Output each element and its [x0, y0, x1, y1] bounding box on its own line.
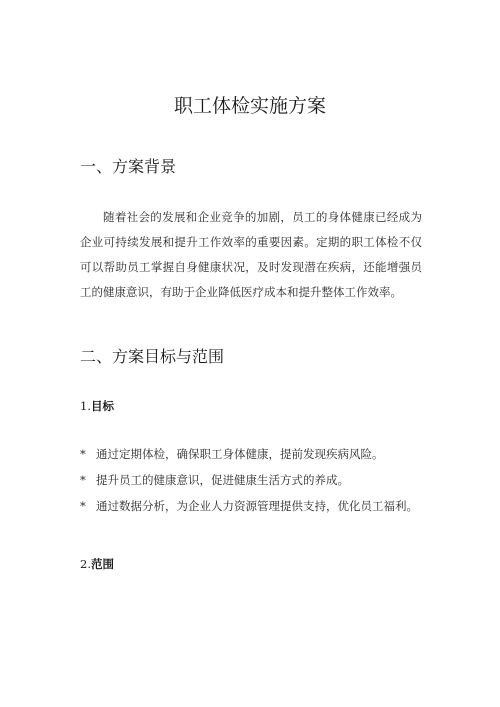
bullet-marker: * [80, 473, 86, 487]
document-title: 职工体检实施方案 [173, 95, 326, 117]
list-item [80, 472, 440, 488]
section-heading-goals-scope: 二、方案目标与范围 [80, 347, 225, 366]
subsection-heading-goals [80, 398, 114, 414]
list-item-text: 提升员工的健康意识，促进健康生活方式的养成。 [96, 473, 349, 487]
list-item [80, 446, 440, 462]
subsection-number: 1. [80, 399, 91, 413]
section-heading-background: 一、方案背景 [80, 157, 177, 176]
list-item [80, 498, 440, 514]
goals-list [80, 446, 440, 524]
bullet-marker: * [80, 499, 86, 513]
subsection-title: 范围 [90, 557, 114, 571]
list-item-text: 通过定期体检，确保职工身体健康，提前发现疾病风险。 [96, 447, 384, 461]
bullet-marker: * [80, 447, 86, 461]
subsection-title: 目标 [90, 399, 114, 413]
background-paragraph: 随着社会的发展和企业竞争的加剧，员工的身体健康已经成为企业可持续发展和提升工作效率的重要因素。定期的职工体检不仅可以帮助员工掌握自身健康状况，及时发现潜在疾病，还能增强员工的健康意识，有助于企业降低医疗成本和提升整体工作效率。 [80, 210, 422, 299]
list-item-text: 通过数据分析，为企业人力资源管理提供支持，优化员工福利。 [96, 499, 418, 513]
subsection-heading-scope [80, 556, 114, 572]
subsection-number: 2. [80, 557, 91, 571]
